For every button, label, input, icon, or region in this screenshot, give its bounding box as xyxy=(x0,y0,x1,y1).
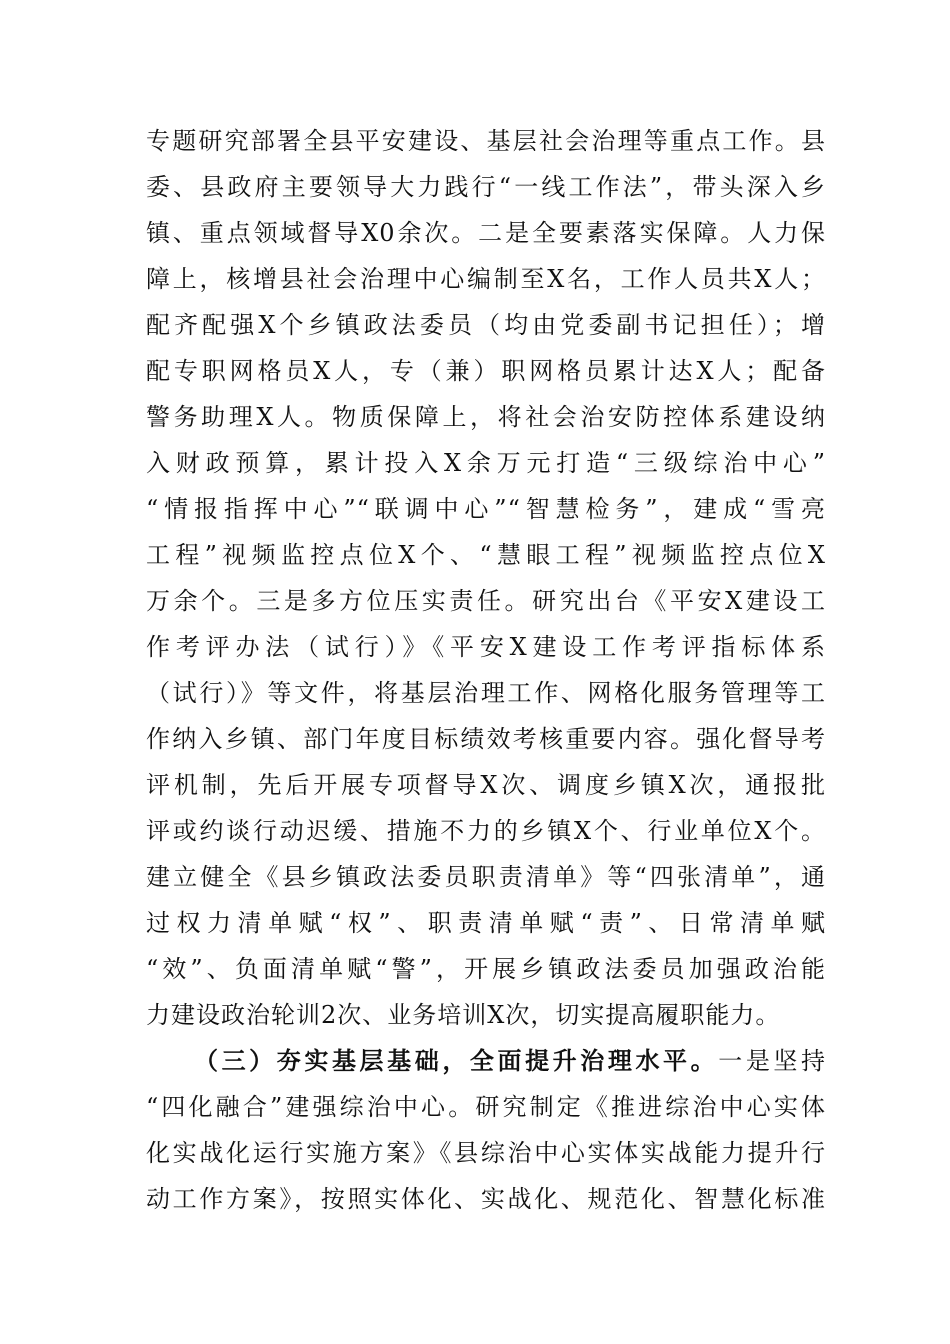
text-line: 警务助理X人。物质保障上，将社会治安防控体系建设纳 xyxy=(146,403,826,431)
section-3-first-line-rest: 一是坚持 xyxy=(718,1047,827,1075)
text-line: 配齐配强X个乡镇政法委员（均由党委副书记担任）；增 xyxy=(146,311,826,339)
text-line: 动工作方案》，按照实体化、实战化、规范化、智慧化标准 xyxy=(146,1185,826,1213)
text-line: 工程”视频监控点位X个、“慧眼工程”视频监控点位X xyxy=(146,541,826,569)
text-line: “情报指挥中心”“联调中心”“智慧检务”，建成“雪亮 xyxy=(146,495,826,523)
text-line: “四化融合”建强综治中心。研究制定《推进综治中心实体 xyxy=(146,1093,826,1121)
text-line: 力建设政治轮训2次、业务培训X次，切实提高履职能力。 xyxy=(146,1001,781,1029)
body-text xyxy=(146,118,826,1222)
text-line: 建立健全《县乡镇政法委员职责清单》等“四张清单”，通 xyxy=(146,863,826,891)
text-line: 入财政预算，累计投入X余万元打造“三级综治中心” xyxy=(146,449,826,477)
text-line: 评或约谈行动迟缓、措施不力的乡镇X个、行业单位X个。 xyxy=(146,817,826,845)
text-line: 障上，核增县社会治理中心编制至X名，工作人员共X人； xyxy=(146,265,826,293)
text-line: 万余个。三是多方位压实责任。研究出台《平安X建设工 xyxy=(146,587,826,615)
text-line: “效”、负面清单赋“警”，开展乡镇政法委员加强政治能 xyxy=(146,955,826,983)
text-line: 配专职网格员X人，专（兼）职网格员累计达X人；配备 xyxy=(146,357,826,385)
text-line: 委、县政府主要领导大力践行“一线工作法”，带头深入乡 xyxy=(146,173,826,201)
text-line: 作纳入乡镇、部门年度目标绩效考核重要内容。强化督导考 xyxy=(146,725,826,753)
section-3-first-line xyxy=(146,1038,826,1084)
text-line: 化实战化运行实施方案》《县综治中心实体实战能力提升行 xyxy=(146,1139,826,1167)
text-line: 作考评办法（试行）》《平安X建设工作考评指标体系 xyxy=(146,633,826,661)
section-3-heading: （三）夯实基层基础，全面提升治理水平。 xyxy=(194,1046,719,1075)
text-line: 专题研究部署全县平安建设、基层社会治理等重点工作。县 xyxy=(146,127,826,155)
text-line: 镇、重点领域督导X0余次。二是全要素落实保障。人力保 xyxy=(146,219,826,247)
text-line: 过权力清单赋“权”、职责清单赋“责”、日常清单赋 xyxy=(146,909,826,937)
text-line: （试行）》等文件，将基层治理工作、网格化服务管理等工 xyxy=(146,679,826,707)
text-line: 评机制，先后开展专项督导X次、调度乡镇X次，通报批 xyxy=(146,771,826,799)
